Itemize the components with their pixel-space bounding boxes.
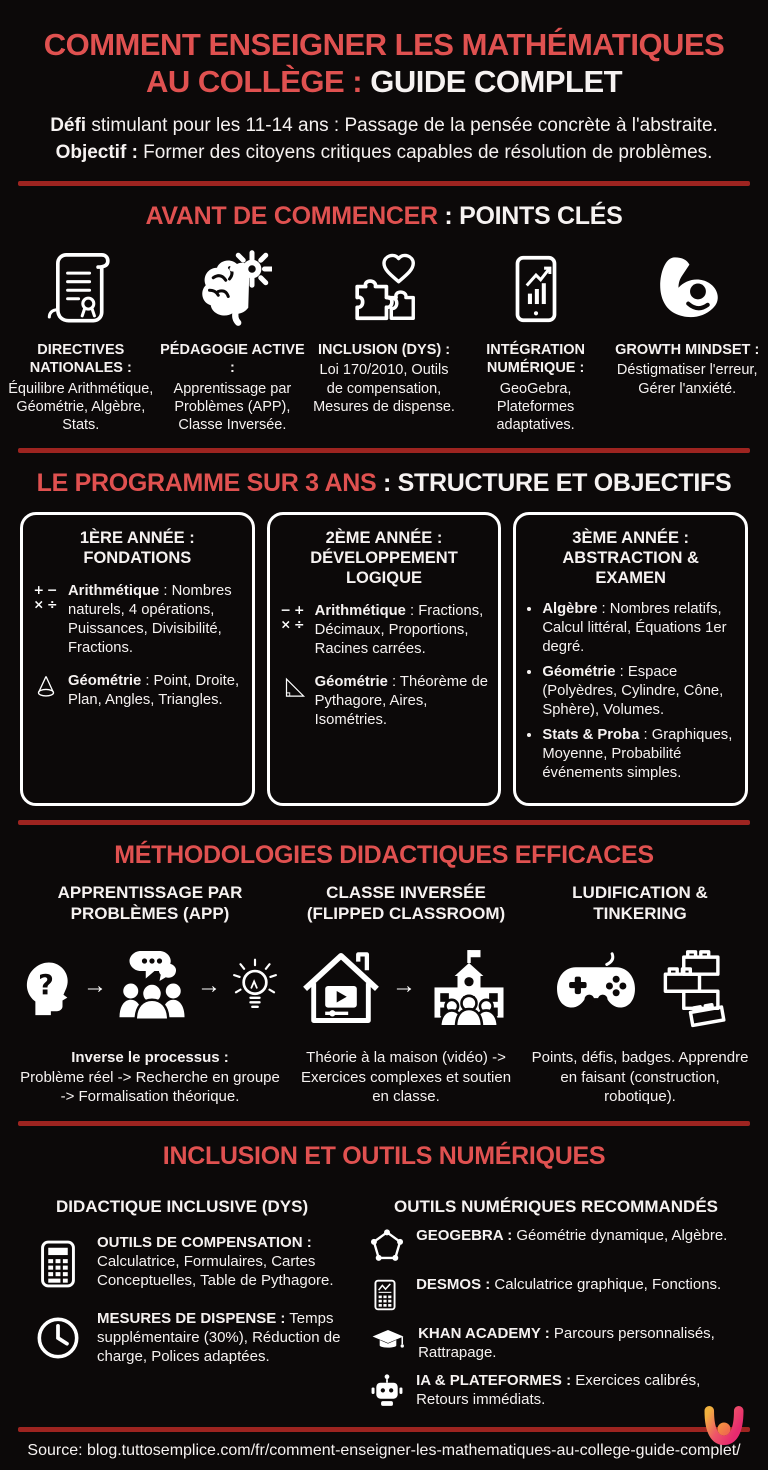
year3-title: 3ÈME ANNÉE : ABSTRACTION & EXAMEN	[562, 528, 699, 588]
year3-stats: • Stats & Proba : Graphiques, Moyenne, Probabilité événements simples.	[542, 726, 735, 783]
lego-bricks-icon	[647, 943, 731, 1029]
year2-geometrie: Géométrie : Théorème de Pythagore, Aires, Isométries.	[280, 673, 489, 730]
svg-text:?: ?	[38, 970, 54, 1001]
year3-box	[513, 512, 748, 806]
keypoint-numerique	[463, 245, 609, 434]
didactique-title: DIDACTIQUE INCLUSIVE (DYS)	[55, 1196, 309, 1216]
programme-section	[0, 469, 768, 806]
dispense-item: MESURES DE DISPENSE : Temps supplémentaire (30%), Réduction de charge, Polices adaptées.	[10, 1309, 354, 1367]
method-flipped-desc: Théorie à la maison (vidéo) -> Exercices complexes et soutien en classe.	[300, 1049, 512, 1106]
brain-gear-icon	[160, 245, 306, 333]
keypoint-text: Loi 170/2010, Outils de compensation, Mesures de dispense.	[313, 362, 455, 415]
year2-title: 2ÈME ANNÉE : DÉVELOPPEMENT LOGIQUE	[310, 528, 458, 588]
method-ludification	[528, 882, 752, 1107]
robot-icon	[368, 1371, 406, 1411]
keypoint-text: GeoGebra, Plateformes adaptatives.	[496, 380, 575, 433]
method-flipped	[294, 882, 518, 1107]
geogebra-item: GEOGEBRA : Géométrie dynamique, Algèbre.	[354, 1226, 758, 1266]
keypoint-mindset	[614, 245, 760, 434]
arrow-icon: →	[392, 972, 416, 1000]
intro-bold-2: Objectif :	[55, 142, 138, 164]
method-app-title: APPRENTISSAGE PAR PROBLÈMES (APP)	[57, 882, 243, 923]
programme-heading-red: LE PROGRAMME SUR 3 ANS	[36, 468, 377, 497]
group-discussion-icon	[112, 944, 192, 1028]
calculator-icon	[32, 1235, 84, 1293]
inclusion-left-column	[10, 1185, 354, 1411]
graduation-cap-icon	[368, 1324, 408, 1362]
bicep-icon	[614, 245, 760, 333]
ia-item: IA & PLATEFORMES : Exercices calibrés, Retours immédiats.	[354, 1371, 758, 1411]
source-text: Source: blog.tuttosemplice.com/fr/comment-enseigner-les-mathematiques-au-college-guide-complet/	[27, 1442, 741, 1460]
title-line2-red: AU COLLÈGE :	[145, 64, 371, 100]
keypoints-grid	[0, 245, 768, 434]
keypoints-heading-red: AVANT DE COMMENCER	[145, 202, 438, 231]
keypoint-title: INTÉGRATION NUMÉRIQUE :	[486, 342, 585, 377]
keypoint-title: PÉDAGOGIE ACTIVE :	[160, 342, 305, 377]
programme-heading-white: : STRUCTURE ET OBJECTIFS	[376, 468, 732, 497]
method-ludification-desc: Points, défis, badges. Apprendre en faisant (construction, robotique).	[531, 1049, 749, 1106]
footer-divider	[18, 1427, 750, 1432]
method-app-desc: Inverse le processus : Problème réel -> Recherche en groupe -> Formalisation théorique.	[20, 1049, 280, 1106]
school-icon	[421, 940, 517, 1032]
inclusion-section	[0, 1142, 768, 1411]
house-video-icon	[295, 940, 387, 1032]
keypoint-text: Équilibre Arithmétique, Géométrie, Algèbre, Stats.	[8, 380, 154, 433]
year1-geometrie: Géométrie : Point, Droite, Plan, Angles, Triangles.	[33, 672, 242, 710]
year2-box	[267, 512, 502, 806]
method-ludification-title: LUDIFICATION & TINKERING	[572, 882, 708, 923]
method-app-icons	[16, 934, 284, 1038]
keypoint-inclusion	[311, 245, 457, 434]
inclusion-grid	[10, 1185, 758, 1411]
title-line1: COMMENT ENSEIGNER LES MATHÉMATIQUES	[43, 27, 725, 62]
intro-text	[0, 113, 768, 167]
page-title	[0, 26, 768, 100]
method-flipped-icons	[294, 934, 518, 1038]
keypoint-title: DIRECTIVES NATIONALES :	[29, 342, 132, 377]
tuttosemplice-logo	[698, 1400, 750, 1458]
keypoint-text: Apprentissage par Problèmes (APP), Classe Inversée.	[173, 380, 292, 433]
clock-icon	[32, 1311, 84, 1365]
desmos-item: DESMOS : Calculatrice graphique, Fonctions.	[354, 1275, 758, 1315]
intro-rest-1: stimulant pour les 11-14 ans : Passage de la pensée concrète à l'abstraite.	[86, 115, 718, 137]
year1-arithmetique: + − × ÷ Arithmétique : Nombres naturels, 4 opérations, Puissances, Divisibilité, Fractions.	[33, 582, 232, 656]
question-head-icon	[16, 947, 78, 1025]
header	[0, 26, 768, 167]
game-controller-icon	[550, 943, 642, 1029]
svg-text:÷: ÷	[47, 596, 58, 612]
section-divider	[18, 181, 750, 186]
footer	[0, 1442, 768, 1460]
cone-icon	[33, 672, 60, 710]
puzzle-heart-icon	[311, 245, 457, 333]
arrow-icon: →	[197, 972, 221, 1000]
methods-section	[0, 841, 768, 1107]
title-line2-white: GUIDE COMPLET	[370, 64, 623, 100]
keypoint-title: GROWTH MINDSET :	[615, 342, 760, 359]
svg-text:−: −	[47, 582, 58, 598]
geogebra-icon	[368, 1226, 406, 1266]
svg-text:÷: ÷	[293, 616, 305, 632]
svg-text:×: ×	[280, 616, 291, 632]
year1-title: 1ÈRE ANNÉE : FONDATIONS	[79, 528, 195, 568]
compensation-item: OUTILS DE COMPENSATION : Calculatrice, Formulaires, Cartes Conceptuelles, Table de Pythagore.	[10, 1233, 354, 1293]
keypoint-pedagogie	[160, 245, 306, 434]
keypoint-text: Déstigmatiser l'erreur, Gérer l'anxiété.	[616, 362, 758, 397]
tablet-chart-icon	[463, 245, 609, 333]
section-divider	[18, 820, 750, 825]
programme-heading	[0, 469, 768, 498]
svg-text:+: +	[293, 602, 305, 618]
arrow-icon: →	[83, 972, 107, 1000]
method-ludification-icons	[528, 934, 752, 1038]
methods-heading: MÉTHODOLOGIES DIDACTIQUES EFFICACES	[114, 840, 654, 869]
section-divider	[18, 448, 750, 453]
method-app	[16, 882, 284, 1107]
svg-text:×: ×	[33, 596, 45, 612]
year3-bullets	[526, 600, 735, 782]
intro-bold-1: Défi	[50, 115, 87, 137]
methods-grid	[16, 882, 752, 1107]
keypoint-title: INCLUSION (DYS) :	[317, 342, 451, 359]
right-triangle-icon	[280, 673, 307, 730]
inclusion-heading: INCLUSION ET OUTILS NUMÉRIQUES	[162, 1141, 606, 1170]
svg-text:−: −	[280, 602, 291, 618]
math-operations-icon	[33, 582, 60, 658]
desmos-icon	[368, 1275, 406, 1315]
section-divider	[18, 1121, 750, 1126]
year1-box	[20, 512, 255, 806]
inclusion-right-column	[354, 1185, 758, 1411]
scroll-icon	[8, 245, 154, 333]
year3-algebre: • Algèbre : Nombres relatifs, Calcul littéral, Équations 1er degré.	[542, 600, 735, 657]
year3-geometrie: • Géométrie : Espace (Polyèdres, Cylindre, Cône, Sphère), Volumes.	[542, 663, 735, 720]
keypoints-heading-white: : POINTS CLÉS	[437, 202, 623, 231]
keypoint-directives	[8, 245, 154, 434]
intro-rest-2: Former des citoyens critiques capables de résolution de problèmes.	[137, 142, 713, 164]
outils-title: OUTILS NUMÉRIQUES RECOMMANDÉS	[394, 1196, 719, 1216]
programme-grid	[20, 512, 748, 806]
keypoints-heading	[0, 202, 768, 231]
year2-arithmetique: − + × ÷ Arithmétique : Fractions, Décimaux, Proportions, Racines carrées.	[280, 602, 484, 658]
math-operations-icon	[280, 602, 307, 659]
khan-item: KHAN ACADEMY : Parcours personnalisés, Rattrapage.	[354, 1324, 758, 1362]
svg-text:+: +	[33, 582, 45, 598]
method-flipped-title: CLASSE INVERSÉE (FLIPPED CLASSROOM)	[306, 882, 506, 923]
lightbulb-icon	[226, 948, 284, 1024]
keypoints-section	[0, 202, 768, 434]
